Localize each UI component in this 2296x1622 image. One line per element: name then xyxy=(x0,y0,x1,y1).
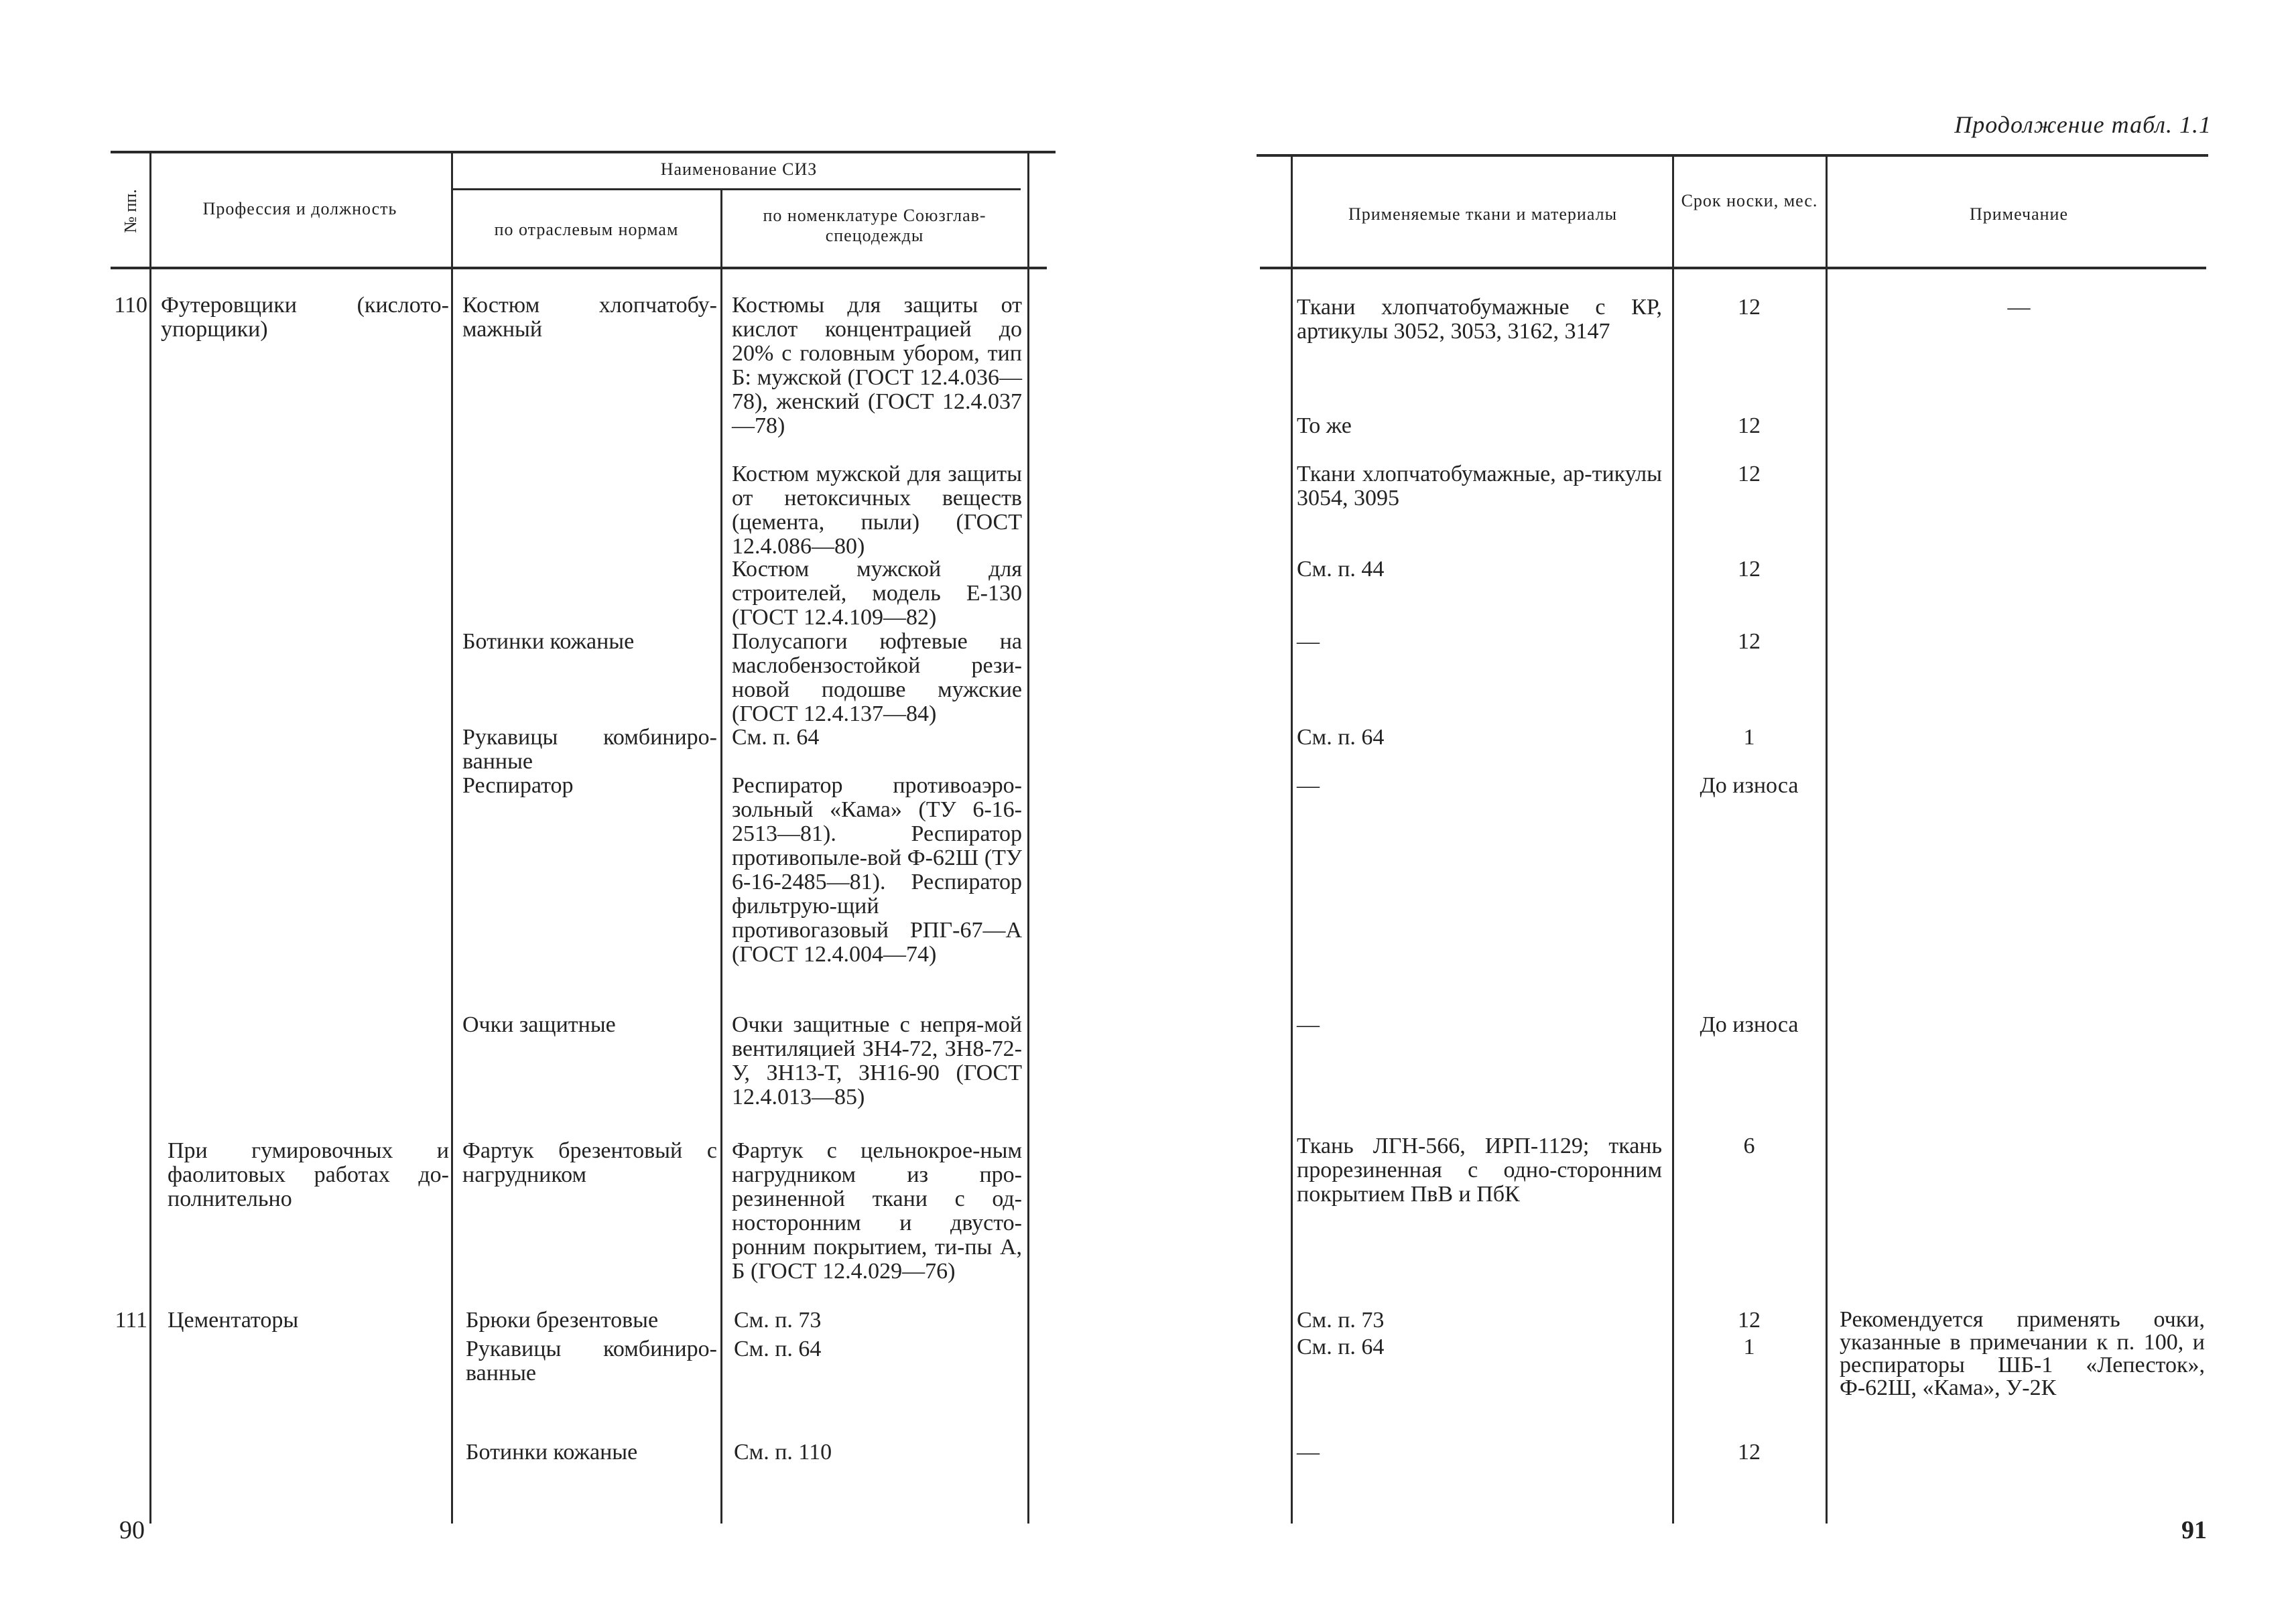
profession-text: Цементаторы xyxy=(168,1308,299,1333)
materials-item: Ткани хлопчатобумажные с КР, артикулы 3052, 3053, 3162, 3147 xyxy=(1297,295,1662,344)
term-item: 1 xyxy=(1743,1335,1755,1359)
materials-item: — xyxy=(1297,773,1320,798)
branch-item: Рукавицы комбиниро-ванные xyxy=(466,1337,717,1386)
materials-item: См. п. 64 xyxy=(1297,1335,1385,1359)
nomenclature-item: Очки защитные с непря-мой вентиляцией ЗН4-72, ЗН8-72-У, ЗН13-Т, ЗН16-90 (ГОСТ 12.4.013—85) xyxy=(732,1012,1022,1109)
materials-item: См. п. 44 xyxy=(1297,557,1385,582)
term-item: До износа xyxy=(1700,773,1799,798)
note-item: Рекомендуется применять очки, указанные в примечании к п. 100, и респираторы ШБ-1 «Лепесток», Ф-62Ш, «Кама», У-2К xyxy=(1840,1307,2205,1400)
nomenclature-item: Полусапоги юфтевые на маслобензостойкой рези-новой подошве мужские (ГОСТ 12.4.137—84) xyxy=(732,629,1022,726)
left-vrule-3 xyxy=(720,188,722,1524)
branch-item: Очки защитные xyxy=(462,1012,616,1037)
branch-item: Рукавицы комбиниро-ванные xyxy=(462,725,717,774)
nomenclature-item: Костюм мужской для защиты от нетоксичных веществ (цемента, пыли) (ГОСТ 12.4.086—80) xyxy=(732,462,1022,559)
materials-item: См. п. 64 xyxy=(1297,725,1385,750)
materials-item: Ткань ЛГН-566, ИРП-1129; ткань прорезиненная с одно-сторонним покрытием ПвВ и ПбК xyxy=(1297,1134,1662,1207)
branch-norms-header: по отраслевым нормам xyxy=(494,220,679,239)
term-item: До износа xyxy=(1700,1012,1799,1037)
nomenclature-item: См. п. 110 xyxy=(734,1440,832,1465)
term-item: 12 xyxy=(1738,1308,1761,1333)
nomenclature-item: См. п. 64 xyxy=(734,1337,822,1361)
nomenclature-item: См. п. 73 xyxy=(734,1308,822,1333)
term-item: 12 xyxy=(1738,1440,1761,1465)
nomenclature-item: Респиратор противоаэро-зольный «Кама» (ТУ 6-16-2513—81). Респиратор противопыле-вой Ф-62Ш (ТУ 6-16-2485—81). Респиратор фильтрую-щий противогазовый РПГ-67—А (ГОСТ 12.4.004—74) xyxy=(732,773,1022,967)
profession-text: При гумировочных и фаолитовых работах до-полнительно xyxy=(168,1138,449,1211)
page-number-right: 91 xyxy=(2181,1516,2207,1544)
row-number: 111 xyxy=(115,1308,147,1333)
left-top-rule xyxy=(111,151,1056,153)
branch-item: Ботинки кожаные xyxy=(466,1440,638,1465)
nomenclature-item: Костюмы для защиты от кислот концентрацией до 20% с головным убором, тип Б: мужской (ГОСТ 12.4.036—78), женский (ГОСТ 12.4.037—78) xyxy=(732,293,1022,438)
branch-item: Ботинки кожаные xyxy=(462,629,635,654)
profession-text: Футеровщики (кислото-упорщики) xyxy=(161,293,449,342)
term-item: 12 xyxy=(1738,462,1761,486)
term-item: 12 xyxy=(1738,413,1761,438)
materials-item: — xyxy=(1297,629,1320,654)
materials-item: То же xyxy=(1297,413,1352,438)
term-item: 12 xyxy=(1738,557,1761,582)
nomenclature-item: См. п. 64 xyxy=(732,725,820,750)
term-item: 12 xyxy=(1738,629,1761,654)
right-vrule-3 xyxy=(1826,157,1828,1524)
materials-item: См. п. 73 xyxy=(1297,1308,1385,1333)
term-item: 6 xyxy=(1743,1134,1755,1158)
left-vrule-1 xyxy=(149,153,151,1524)
continuation-title: Продолжение табл. 1.1 xyxy=(1954,111,2212,138)
page-number-left: 90 xyxy=(119,1516,145,1544)
nomenclature-header: по номенклатуре Союзглав-спецодежды xyxy=(763,206,986,245)
left-siz-rule xyxy=(451,188,1021,190)
branch-item: Фартук брезентовый с нагрудником xyxy=(462,1138,717,1187)
note-header: Примечание xyxy=(1969,204,2069,224)
nomenclature-item: Костюм мужской для строителей, модель Е-130 (ГОСТ 12.4.109—82) xyxy=(732,557,1022,630)
siz-group-header: Наименование СИЗ xyxy=(660,159,818,179)
profession-column-header: Профессия и должность xyxy=(202,199,397,218)
note-item: — xyxy=(2007,295,2031,320)
materials-item: Ткани хлопчатобумажные, ар-тикулы 3054, 3095 xyxy=(1297,462,1662,511)
row-number: 110 xyxy=(114,293,147,318)
branch-item: Респиратор xyxy=(462,773,574,798)
left-vrule-4 xyxy=(1027,153,1029,1524)
left-header-bottom-rule xyxy=(111,267,1047,269)
materials-header: Применяемые ткани и материалы xyxy=(1348,204,1618,224)
materials-item: — xyxy=(1297,1012,1320,1037)
nomenclature-item: Фартук с цельнокрое-ным нагрудником из про-резиненной ткани с од-носторонним и двусто-ронним покрытием, ти-пы А, Б (ГОСТ 12.4.029—76) xyxy=(732,1138,1022,1284)
num-column-header: № пп. xyxy=(121,189,140,233)
term-item: 1 xyxy=(1743,725,1755,750)
branch-item: Костюм хлопчатобу-мажный xyxy=(462,293,717,342)
right-header-bottom-rule xyxy=(1260,267,2206,269)
materials-item: — xyxy=(1297,1440,1320,1465)
term-header: Срок носки, мес. xyxy=(1681,191,1818,210)
term-item: 12 xyxy=(1738,295,1761,320)
right-vrule-1 xyxy=(1291,157,1293,1524)
left-vrule-2 xyxy=(451,153,453,1524)
right-top-rule xyxy=(1257,154,2208,157)
branch-item: Брюки брезентовые xyxy=(466,1308,659,1333)
right-vrule-2 xyxy=(1672,157,1674,1524)
